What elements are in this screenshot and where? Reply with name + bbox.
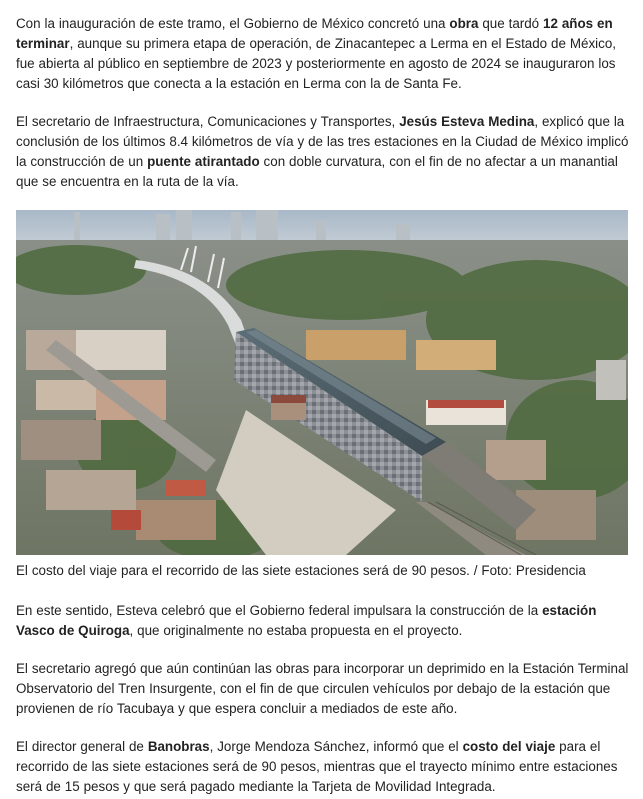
text-run: que tardó [478, 16, 544, 31]
text-run: , Jorge Mendoza Sánchez, informó que el [209, 739, 463, 754]
bold-text: obra [449, 16, 479, 31]
bold-text: estación Vasco de Quiroga [16, 603, 597, 638]
bold-text: Banobras [147, 739, 210, 754]
bold-text: costo del viaje [462, 739, 556, 754]
photo-caption: El costo del viaje para el recorrido de las siete estaciones será de 90 pesos. / Foto: Presidencia [16, 563, 586, 578]
text-run: En este sentido, Esteva celebró que el Gobierno federal impulsara la construcción de la [16, 603, 543, 618]
bold-text: 12 años en terminar [16, 16, 613, 51]
paragraph-5 [16, 737, 631, 797]
text-run: para el recorrido de las siete estaciones será de 90 pesos, mientras que el trayecto mínimo entre estaciones será de 15 pesos y que será pagado mediante la Tarjeta de Movilidad Integrada. [16, 739, 618, 794]
article-figure [16, 210, 631, 581]
paragraph-3 [16, 601, 631, 641]
text-run: El secretario de Infraestructura, Comunicaciones y Transportes, [16, 114, 400, 129]
text-run: , que originalmente no estaba propuesta en el proyecto. [129, 623, 463, 638]
text-run: , explicó que la conclusión de los últimos 8.4 kilómetros de vía y de las tres estaciones en la Ciudad de México implicó la construcción de un [16, 114, 629, 169]
aerial-photo-train-station[interactable] [16, 210, 628, 555]
bold-text: puente atirantado [147, 154, 260, 169]
text-run: El secretario agregó que aún continúan las obras para incorporar un deprimido en la Estación Terminal Observatorio del Tren Insurgente, con el fin de que circulen vehículos por debajo de la estación que provienen de río Tacubaya y que espera concluir a mediados de este año. [16, 661, 629, 716]
paragraph-4 [16, 659, 631, 719]
paragraph-2 [16, 112, 631, 192]
text-run: Con la inauguración de este tramo, el Gobierno de México concretó una [16, 16, 450, 31]
paragraph-1 [16, 14, 631, 94]
text-run: El director general de [16, 739, 148, 754]
bold-text: Jesús Esteva Medina [399, 114, 535, 129]
text-run: , aunque su primera etapa de operación, de Zinacantepec a Lerma en el Estado de México, fue abierta al público en septiembre de 2023 y posteriormente en agosto de 2024 se inauguraron los casi 30 kilómetros que conecta a la estación en Lerma con la de Santa Fe. [16, 36, 616, 91]
text-run: con doble curvatura, con el fin de no afectar a un manantial que se encuentra en la ruta de la vía. [16, 154, 618, 189]
